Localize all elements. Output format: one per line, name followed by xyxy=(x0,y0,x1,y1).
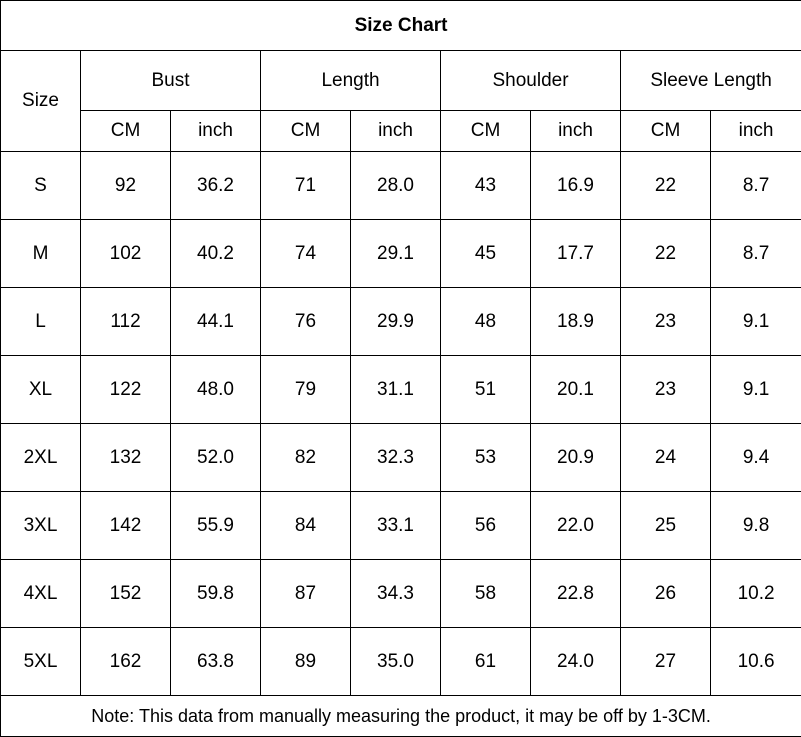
measurement-cell: 79 xyxy=(261,356,351,424)
measurement-cell: 9.1 xyxy=(711,288,801,356)
table-row xyxy=(1,424,801,492)
unit-cm: CM xyxy=(621,111,711,152)
measurement-cell: 8.7 xyxy=(711,220,801,288)
measurement-cell: 23 xyxy=(621,356,711,424)
measurement-cell: 31.1 xyxy=(351,356,441,424)
measurement-cell: 10.6 xyxy=(711,628,801,696)
measurement-cell: 32.3 xyxy=(351,424,441,492)
unit-cm: CM xyxy=(441,111,531,152)
measurement-cell: 10.2 xyxy=(711,560,801,628)
measurement-cell: 52.0 xyxy=(171,424,261,492)
measurement-cell: 9.8 xyxy=(711,492,801,560)
measurement-cell: 27 xyxy=(621,628,711,696)
measurement-note: Note: This data from manually measuring the product, it may be off by 1-3CM. xyxy=(1,696,801,737)
size-cell: M xyxy=(1,220,81,288)
sleeve-length-header: Sleeve Length xyxy=(621,51,801,111)
measurement-cell: 22.8 xyxy=(531,560,621,628)
title-row xyxy=(1,1,801,51)
measurement-cell: 24 xyxy=(621,424,711,492)
table-row xyxy=(1,152,801,220)
measurement-cell: 22.0 xyxy=(531,492,621,560)
measurement-cell: 53 xyxy=(441,424,531,492)
measurement-cell: 33.1 xyxy=(351,492,441,560)
measurement-cell: 26 xyxy=(621,560,711,628)
unit-cm: CM xyxy=(261,111,351,152)
measurement-cell: 45 xyxy=(441,220,531,288)
size-cell: 4XL xyxy=(1,560,81,628)
measurement-cell: 132 xyxy=(81,424,171,492)
measurement-cell: 74 xyxy=(261,220,351,288)
length-header: Length xyxy=(261,51,441,111)
measurement-cell: 56 xyxy=(441,492,531,560)
measurement-cell: 63.8 xyxy=(171,628,261,696)
header-row xyxy=(1,51,801,111)
measurement-cell: 76 xyxy=(261,288,351,356)
measurement-cell: 35.0 xyxy=(351,628,441,696)
measurement-cell: 20.1 xyxy=(531,356,621,424)
measurement-cell: 23 xyxy=(621,288,711,356)
measurement-cell: 24.0 xyxy=(531,628,621,696)
measurement-cell: 36.2 xyxy=(171,152,261,220)
measurement-cell: 29.9 xyxy=(351,288,441,356)
size-cell: S xyxy=(1,152,81,220)
measurement-cell: 58 xyxy=(441,560,531,628)
measurement-cell: 112 xyxy=(81,288,171,356)
size-cell: XL xyxy=(1,356,81,424)
size-cell: 2XL xyxy=(1,424,81,492)
unit-inch: inch xyxy=(351,111,441,152)
measurement-cell: 40.2 xyxy=(171,220,261,288)
table-row xyxy=(1,356,801,424)
measurement-cell: 122 xyxy=(81,356,171,424)
measurement-cell: 44.1 xyxy=(171,288,261,356)
measurement-cell: 9.4 xyxy=(711,424,801,492)
measurement-cell: 20.9 xyxy=(531,424,621,492)
unit-inch: inch xyxy=(711,111,801,152)
measurement-cell: 17.7 xyxy=(531,220,621,288)
measurement-cell: 142 xyxy=(81,492,171,560)
note-row xyxy=(1,696,801,737)
table-row xyxy=(1,628,801,696)
measurement-cell: 82 xyxy=(261,424,351,492)
measurement-cell: 48.0 xyxy=(171,356,261,424)
size-cell: L xyxy=(1,288,81,356)
measurement-cell: 162 xyxy=(81,628,171,696)
table-row xyxy=(1,560,801,628)
measurement-cell: 87 xyxy=(261,560,351,628)
measurement-cell: 28.0 xyxy=(351,152,441,220)
measurement-cell: 34.3 xyxy=(351,560,441,628)
unit-row xyxy=(1,111,801,152)
measurement-cell: 71 xyxy=(261,152,351,220)
measurement-cell: 61 xyxy=(441,628,531,696)
unit-cm: CM xyxy=(81,111,171,152)
bust-header: Bust xyxy=(81,51,261,111)
measurement-cell: 22 xyxy=(621,152,711,220)
measurement-cell: 84 xyxy=(261,492,351,560)
measurement-cell: 25 xyxy=(621,492,711,560)
unit-inch: inch xyxy=(531,111,621,152)
chart-title: Size Chart xyxy=(1,1,801,51)
measurement-cell: 9.1 xyxy=(711,356,801,424)
size-header: Size xyxy=(1,51,81,152)
measurement-cell: 43 xyxy=(441,152,531,220)
measurement-cell: 89 xyxy=(261,628,351,696)
table-row xyxy=(1,288,801,356)
unit-inch: inch xyxy=(171,111,261,152)
measurement-cell: 29.1 xyxy=(351,220,441,288)
measurement-cell: 16.9 xyxy=(531,152,621,220)
table-row xyxy=(1,220,801,288)
measurement-cell: 152 xyxy=(81,560,171,628)
measurement-cell: 8.7 xyxy=(711,152,801,220)
shoulder-header: Shoulder xyxy=(441,51,621,111)
measurement-cell: 102 xyxy=(81,220,171,288)
measurement-cell: 22 xyxy=(621,220,711,288)
measurement-cell: 92 xyxy=(81,152,171,220)
measurement-cell: 59.8 xyxy=(171,560,261,628)
measurement-cell: 18.9 xyxy=(531,288,621,356)
size-cell: 3XL xyxy=(1,492,81,560)
size-cell: 5XL xyxy=(1,628,81,696)
measurement-cell: 48 xyxy=(441,288,531,356)
table-row xyxy=(1,492,801,560)
measurement-cell: 51 xyxy=(441,356,531,424)
measurement-cell: 55.9 xyxy=(171,492,261,560)
